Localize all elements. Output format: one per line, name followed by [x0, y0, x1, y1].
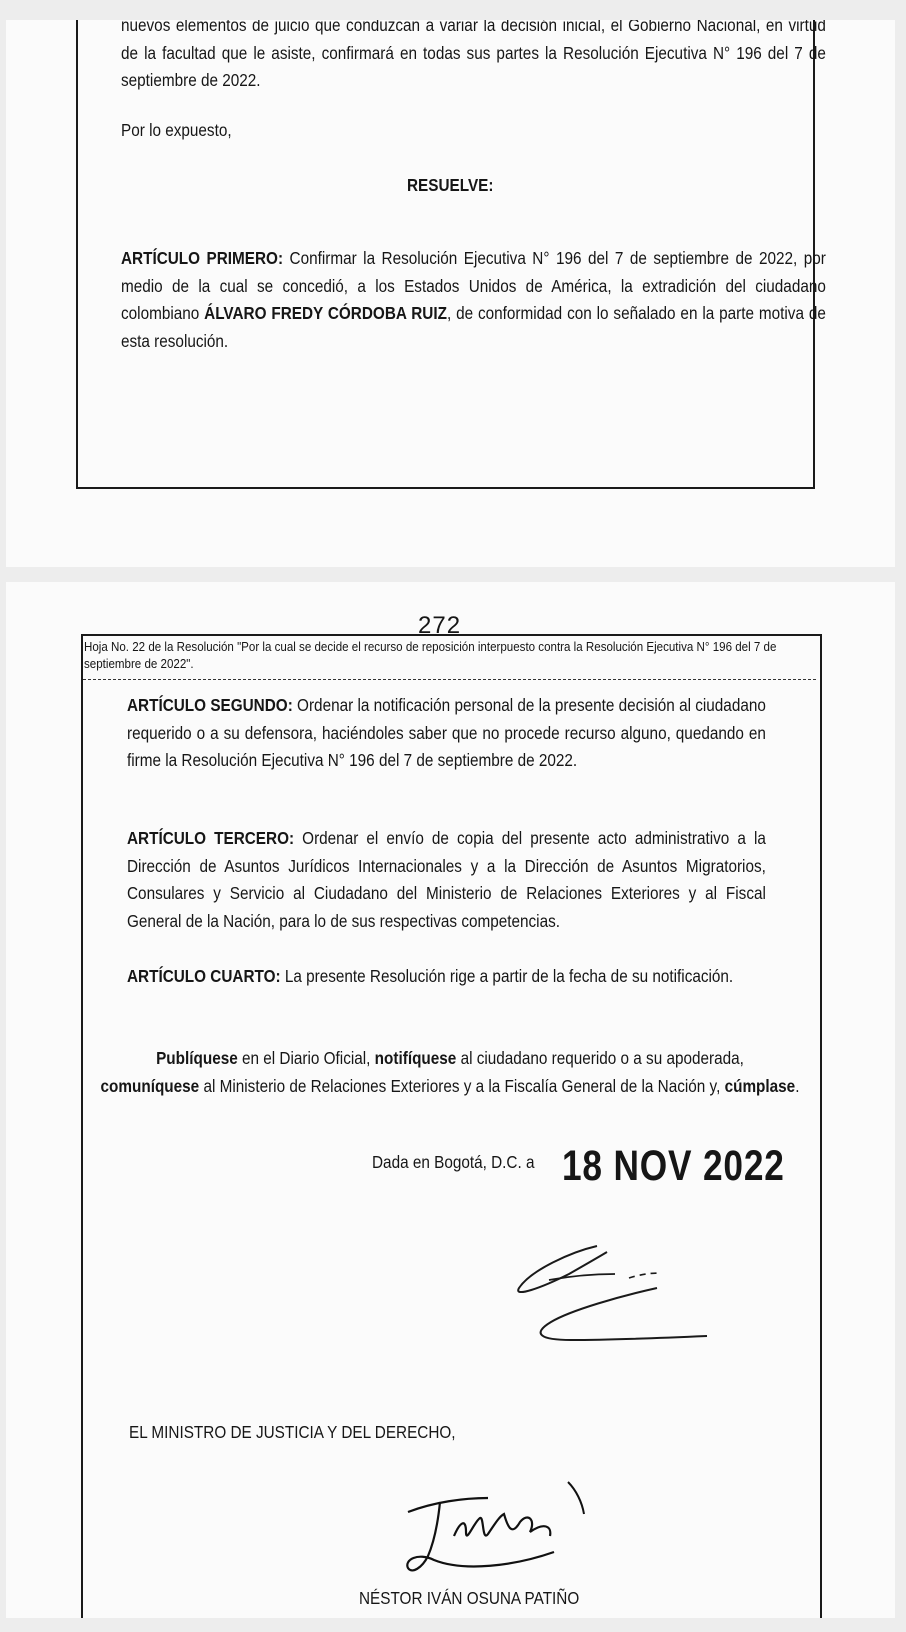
articulo-segundo: [127, 692, 766, 775]
notifiquese: notifíquese: [374, 1048, 457, 1068]
articulo-cuarto: [127, 963, 766, 991]
closing-text-2: al ciudadano requerido o a su apoderada,: [456, 1048, 744, 1068]
comuniquese: comuníquese: [100, 1075, 200, 1096]
closing-paragraph: [52, 1045, 848, 1100]
closing-text-3: al Ministerio de Relaciones Exteriores y a la Fiscalía General de la Nación y,: [199, 1075, 725, 1096]
publiquese: Publíquese: [156, 1048, 238, 1068]
articulo-primero: [121, 245, 826, 355]
articulo-cuarto-label: ARTÍCULO CUARTO:: [127, 966, 281, 986]
header-dashed-divider: [83, 679, 816, 680]
articulo-segundo-label: ARTÍCULO SEGUNDO:: [127, 695, 293, 715]
document-page-1: [6, 20, 895, 567]
articulo-cuarto-text: La presente Resolución rige a partir de la fecha de su notificación.: [280, 966, 734, 986]
date-stamp: 18 NOV 2022: [562, 1142, 785, 1190]
articulo-tercero-label: ARTÍCULO TERCERO:: [127, 828, 295, 848]
articulo-primero-text-b: , de conformidad con lo señalado en la parte motiva de esta resolución.: [121, 303, 826, 351]
page-number-stamp: 272: [418, 612, 462, 639]
articulo-primero-label: ARTÍCULO PRIMERO:: [121, 248, 284, 268]
minister-name: NÉSTOR IVÁN OSUNA PATIÑO: [359, 1588, 580, 1608]
page-header: Hoja No. 22 de la Resolución "Por la cual se decide el recurso de reposición interpuesto contra la Resolución Ejecutiva N° 196 del 7 de septiembre de 2022".: [84, 639, 777, 671]
initials-signature: [511, 1230, 711, 1360]
extradited-person-name: ÁLVARO FREDY CÓRDOBA RUIZ: [204, 303, 447, 323]
page-2-border-frame: [81, 634, 822, 1618]
document-page-2: [6, 582, 895, 1618]
resuelve-heading: RESUELVE:: [407, 175, 494, 195]
articulo-tercero: [127, 825, 766, 935]
articulo-tercero-text: Ordenar el envío de copia del presente acto administrativo a la Dirección de Asuntos Jurídicos Internacionales y a la Dirección de Asuntos Migratorios, Consulares y Servicio al Ciudadano del Ministerio de Relaciones Exteriores y al Fiscal General de la Nación, para lo de sus respectivas competencias.: [127, 828, 766, 931]
dada-en-label: Dada en Bogotá, D.C. a: [372, 1152, 535, 1172]
cumplase: cúmplase: [724, 1075, 796, 1096]
closing-text-1: en el Diario Oficial,: [237, 1048, 375, 1068]
articulo-segundo-text: Ordenar la notificación personal de la presente decisión al ciudadano requerido o a su defensora, haciéndoles saber que no procede recurso alguno, quedando en firme la Resolución Ejecutiva N° 196 del 7 de septiembre de 2022.: [127, 695, 766, 770]
por-lo-expuesto: Por lo expuesto,: [121, 120, 232, 140]
articulo-primero-text-a: Confirmar la Resolución Ejecutiva N° 196 del 7 de septiembre de 2022, por medio de la cual se concedió, a los Estados Unidos de América, la extradición del ciudadano colombiano: [121, 248, 826, 323]
minister-signature: [404, 1472, 604, 1582]
closing-text-4: .: [795, 1075, 800, 1096]
continuation-paragraph: nuevos elementos de juicio que conduzcan a variar la decisión inicial, el Gobierno Nacional, en virtud de la facultad que le asiste, confirmará en todas sus partes la Resolución Ejecutiva N° 196 del 7 de septiembre de 2022.: [121, 20, 826, 90]
minister-title: EL MINISTRO DE JUSTICIA Y DEL DERECHO,: [129, 1422, 456, 1442]
